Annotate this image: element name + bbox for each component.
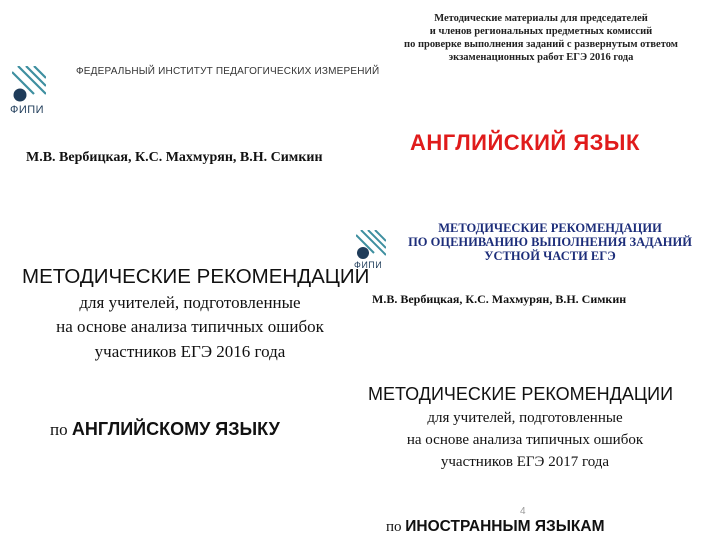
bottom-subject (386, 518, 605, 536)
page-number: 4 (520, 506, 526, 517)
bottom-line-1: для учителей, подготовленные (427, 410, 623, 426)
left-subject-name: АНГЛИЙСКОМУ ЯЗЫКУ (71, 419, 280, 439)
left-line-3: участников ЕГЭ 2016 года (94, 342, 286, 361)
fipi-logo (12, 66, 46, 104)
top-right-line-1: Методические материалы для председателей (434, 13, 648, 24)
mid-authors: М.В. Вербицкая, К.С. Махмурян, В.Н. Симкин (372, 292, 627, 306)
bottom-line-2: на основе анализа типичных ошибок (406, 432, 644, 448)
bottom-heading: МЕТОДИЧЕСКИЕ РЕКОМЕНДАЦИИ (368, 384, 674, 404)
institute-name: ФЕДЕРАЛЬНЫЙ ИНСТИТУТ ПЕДАГОГИЧЕСКИХ ИЗМЕРЕНИЙ (76, 66, 380, 77)
left-line-1: для учителей, подготовленные (79, 293, 301, 312)
left-heading: МЕТОДИЧЕСКИЕ РЕКОМЕНДАЦИИ (22, 265, 370, 288)
bottom-line-3: участников ЕГЭ 2017 года (440, 454, 610, 470)
left-authors: М.В. Вербицкая, К.С. Махмурян, В.Н. Симкин (26, 150, 323, 165)
fipi-logo-icon (12, 66, 46, 104)
top-right-line-2: и членов региональных предметных комиссий (429, 26, 653, 37)
left-subject (50, 419, 280, 440)
bottom-subject-prefix: по (386, 519, 402, 535)
fipi-logo-text: ФИПИ (10, 104, 45, 116)
top-right-line-3: по проверке выполнения заданий с развернутым ответом (404, 39, 678, 50)
top-right-line-4: экзаменационных работ ЕГЭ 2016 года (448, 52, 634, 63)
left-subject-prefix: по (50, 420, 68, 439)
bottom-subject-name: ИНОСТРАННЫМ ЯЗЫКАМ (405, 518, 605, 535)
english-title: АНГЛИЙСКИЙ ЯЗЫК (410, 130, 640, 155)
left-line-2: на основе анализа типичных ошибок (56, 317, 324, 336)
top-right-header (396, 12, 686, 64)
mid-heading-3: УСТНОЙ ЧАСТИ ЕГЭ (484, 249, 616, 263)
mid-heading-1: МЕТОДИЧЕСКИЕ РЕКОМЕНДАЦИИ (438, 221, 662, 235)
mid-heading-2: ПО ОЦЕНИВАНИЮ ВЫПОЛНЕНИЯ ЗАДАНИЙ (408, 235, 692, 249)
fipi-logo-2-text: ФИПИ (354, 260, 383, 270)
